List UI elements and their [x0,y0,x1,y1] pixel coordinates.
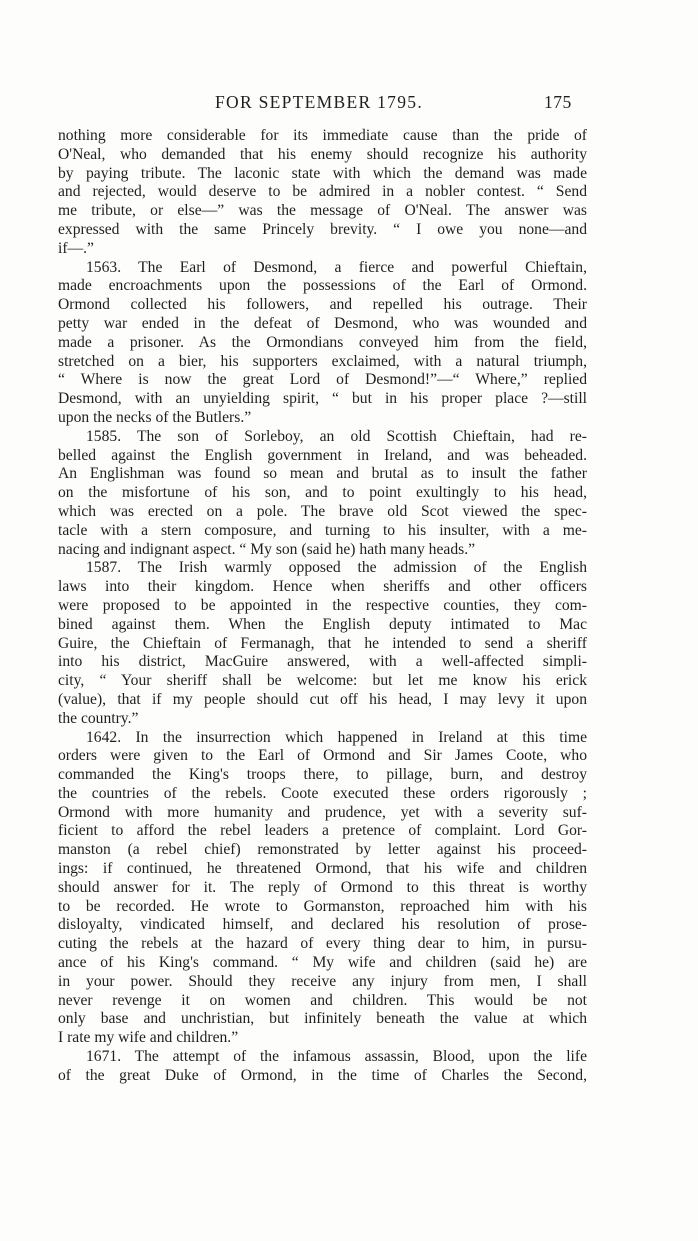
paragraph-start-line: 1563. The Earl of Desmond, a fierce and powerful Chieftain, [86,258,587,276]
text-line: commanded the King's troops there, to pillage, burn, and destroy [58,766,587,784]
text-line: orders were given to the Earl of Ormond and Sir James Coote, who [58,747,587,765]
text-line: nothing more considerable for its immediate cause than the pride of [58,127,587,144]
text-line: bined against them. When the English deputy intimated to Mac [58,615,587,633]
text-line: stretched on a bier, his supporters exclaimed, with a natural triumph, [58,352,587,370]
text-line: to be recorded. He wrote to Gormanston, reproached him with his [58,897,587,915]
text-line: which was erected on a pole. The brave old Scot viewed the spec- [58,502,587,520]
text-line: city, “ Your sheriff shall be welcome: but let me know his erick [58,672,587,690]
text-line: made a prisoner. As the Ormondians conveyed him from the field, [58,333,587,351]
text-line: the countries of the rebels. Coote executed these orders rigorously ; [58,784,587,802]
text-line: O'Neal, who demanded that his enemy should recognize his authority [58,145,587,163]
text-line: and rejected, would deserve to be admired in a nobler contest. “ Send [58,183,587,201]
text-line: “ Where is now the great Lord of Desmond!”—“ Where,” replied [58,371,587,389]
text-line: Guire, the Chieftain of Fermanagh, that he intended to send a sheriff [58,634,587,652]
text-line: Ormond with more humanity and prudence, yet with a severity suf- [58,803,587,821]
text-line: laws into their kingdom. Hence when sheriffs and other officers [58,578,587,596]
text-line: of the great Duke of Ormond, in the time of Charles the Second, [58,1066,587,1084]
paragraph-start-line: 1587. The Irish warmly opposed the admission of the English [86,559,587,577]
text-line: me tribute, or else—” was the message of O'Neal. The answer was [58,202,587,220]
text-line: only base and unchristian, but infinitely beneath the value at which [58,1010,587,1028]
text-line: nacing and indignant aspect. “ My son (said he) hath many heads.” [58,540,476,558]
text-line: ance of his King's command. “ My wife and children (said he) are [58,954,587,972]
text-line: expressed with the same Princely brevity. “ I owe you none—and [58,220,587,238]
text-line: ings: if continued, he threatened Ormond, that his wife and children [58,860,587,878]
text-line: I rate my wife and children.” [58,1029,239,1047]
text-line: upon the necks of the Butlers.” [58,408,252,426]
text-line: into his district, MacGuire answered, with a well-affected simpli- [58,653,587,671]
text-line: by paying tribute. The laconic state with which the demand was made [58,164,587,182]
text-line: petty war ended in the defeat of Desmond, who was wounded and [58,314,587,332]
text-line: the country.” [58,709,139,727]
text-line: cuting the rebels at the hazard of every thing dear to him, in pursu- [58,935,587,953]
paragraph-start-line: 1642. In the insurrection which happened in Ireland at this time [86,728,587,746]
text-line: An Englishman was found so mean and brutal as to insult the father [58,465,587,483]
text-line: on the misfortune of his son, and to point exultingly to his head, [58,484,587,502]
text-line: never revenge it on women and children. This would be not [58,991,587,1009]
paragraph-start-line: 1585. The son of Sorleboy, an old Scottish Chieftain, had re- [86,427,587,445]
article-body [58,127,587,1086]
text-line: were proposed to be appointed in the respective counties, they com- [58,596,587,614]
text-line: ficient to afford the rebel leaders a pretence of complaint. Lord Gor- [58,822,587,840]
text-line: Ormond collected his followers, and repelled his outrage. Their [58,296,587,314]
text-line: Desmond, with an unyielding spirit, “ but in his proper place ?—still [58,390,587,408]
page-header [0,92,698,118]
text-line: should answer for it. The reply of Ormond to this threat is worthy [58,878,587,896]
paragraph-start-line: 1671. The attempt of the infamous assassin, Blood, upon the life [86,1048,587,1066]
running-head: FOR SEPTEMBER 1795. [215,92,423,112]
text-line: made encroachments upon the possessions of the Earl of Ormond. [58,277,587,295]
text-line: if—.” [58,239,94,257]
text-line: tacle with a stern composure, and turning to his insulter, with a me- [58,521,587,539]
text-line: in your power. Should they receive any injury from men, I shall [58,972,587,990]
text-line: manston (a rebel chief) remonstrated by letter against his proceed- [58,841,587,859]
text-line: disloyalty, vindicated himself, and declared his resolution of prose- [58,916,587,934]
text-line: (value), that if my people should cut off his head, I may levy it upon [58,690,587,708]
text-line: belled against the English government in Ireland, and was beheaded. [58,446,587,464]
page-number: 175 [544,92,572,112]
